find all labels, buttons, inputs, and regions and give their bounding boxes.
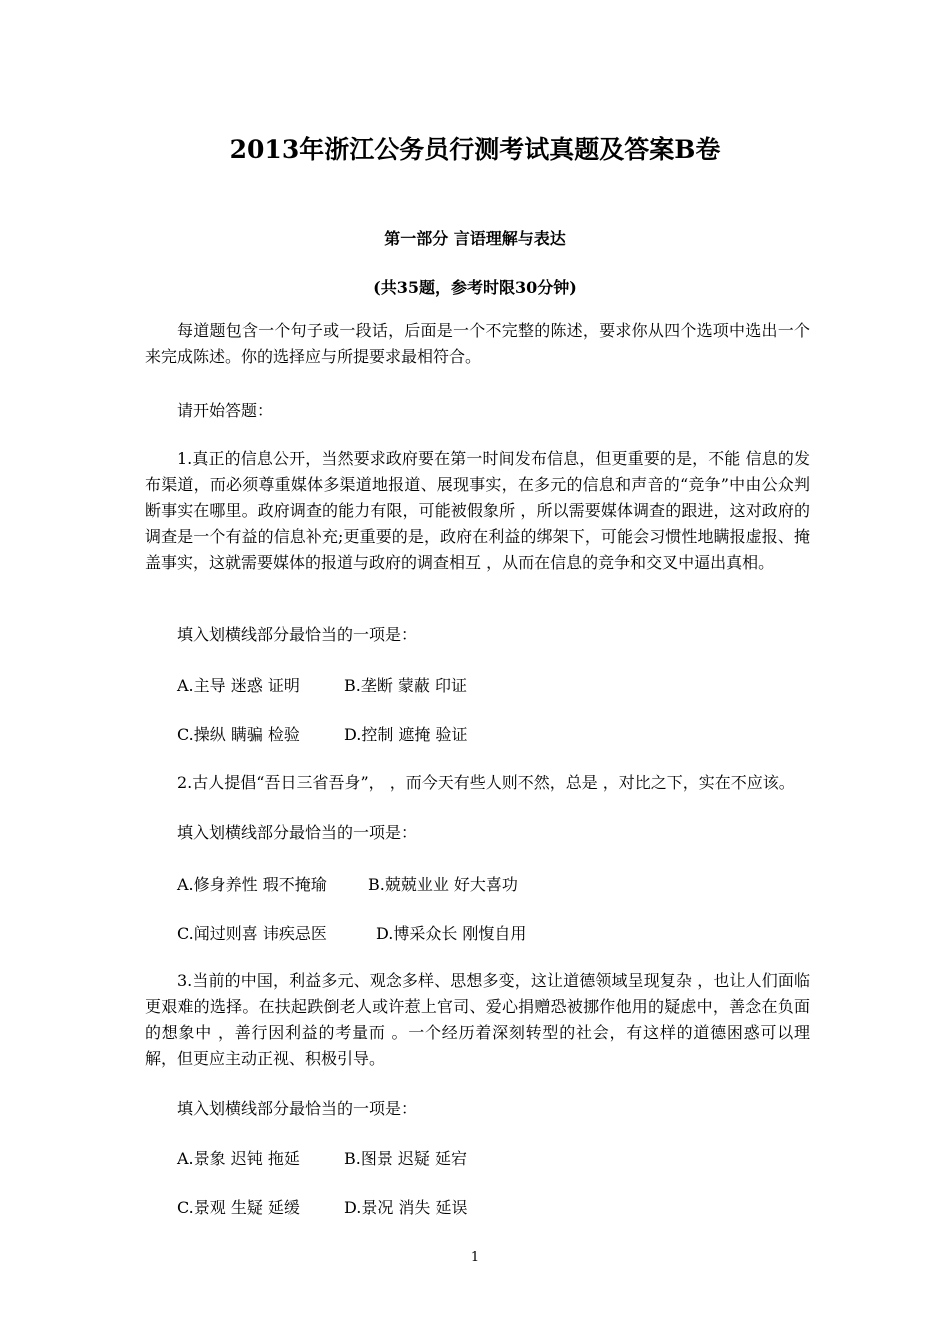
page-number: 1 bbox=[470, 1250, 480, 1265]
question-1-option-c: C.操纵 瞒骗 检验 bbox=[177, 725, 300, 744]
question-2-prompt: 填入划横线部分最恰当的一项是： bbox=[177, 823, 418, 842]
question-3-option-c: C.景观 生疑 延缓 bbox=[177, 1198, 300, 1217]
document-title: 2013年浙江公务员行测考试真题及答案B卷 bbox=[229, 135, 721, 164]
question-1-prompt: 填入划横线部分最恰当的一项是： bbox=[177, 625, 418, 644]
question-3-text: 3.当前的中国，利益多元、观念多样、思想多变，这让道德领域呈现复杂 ，也让人们面临更艰难的选择。在扶起跌倒老人或许惹上官司、爱心捐赠恐被挪作他用的疑虑中，善念在负面的想象中 ，善行因利益的考量而 。一个经历着深刻转型的社会，有这样的道德困惑可以理解，但更应主动正视、积极引导。 bbox=[145, 971, 810, 1068]
question-2-option-a: A.修身养性 瑕不掩瑜 bbox=[177, 875, 327, 894]
instructions: 每道题包含一个句子或一段话，后面是一个不完整的陈述，要求你从四个选项中选出一个来完成陈述。你的选择应与所提要求最相符合。 bbox=[145, 321, 810, 366]
section-subheading: (共35题，参考时限30分钟) bbox=[373, 278, 577, 297]
question-2-option-b: B.兢兢业业 好大喜功 bbox=[368, 875, 518, 894]
question-3-prompt: 填入划横线部分最恰当的一项是： bbox=[177, 1099, 418, 1118]
question-1-option-b: B.垄断 蒙蔽 印证 bbox=[344, 676, 468, 695]
question-2-option-c: C.闻过则喜 讳疾忌医 bbox=[177, 924, 327, 943]
question-3-option-d: D.景况 消失 延误 bbox=[344, 1198, 468, 1217]
question-1-text: 1.真正的信息公开，当然要求政府要在第一时间发布信息，但更重要的是，不能 信息的发布渠道，而必须尊重媒体多渠道地报道、展现事实，在多元的信息和声音的“竞争”中由公众判断事实在哪里。政府调查的能力有限，可能被假象所 ，所以需要媒体调查的跟进，这对政府的调查是一个有益的信息补充;更重要的是，政府在利益的绑架下，可能会习惯性地瞒报虚报、掩盖事实，这就需要媒体的报道与政府的调查相互 ，从而在信息的竞争和交叉中逼出真相。 bbox=[145, 449, 810, 572]
start-prompt: 请开始答题： bbox=[177, 401, 274, 420]
question-1-option-a: A.主导 迷惑 证明 bbox=[177, 676, 300, 695]
question-3-option-a: A.景象 迟钝 拖延 bbox=[177, 1149, 300, 1168]
question-2-text: 2.古人提倡“吾日三省吾身”， ，而今天有些人则不然，总是 ，对比之下，实在不应该。 bbox=[177, 773, 795, 792]
question-2-option-d: D.博采众长 刚愎自用 bbox=[376, 924, 527, 943]
question-1-option-d: D.控制 遮掩 验证 bbox=[344, 725, 468, 744]
question-3-option-b: B.图景 迟疑 延宕 bbox=[344, 1149, 468, 1168]
section-heading: 第一部分 言语理解与表达 bbox=[384, 229, 566, 248]
